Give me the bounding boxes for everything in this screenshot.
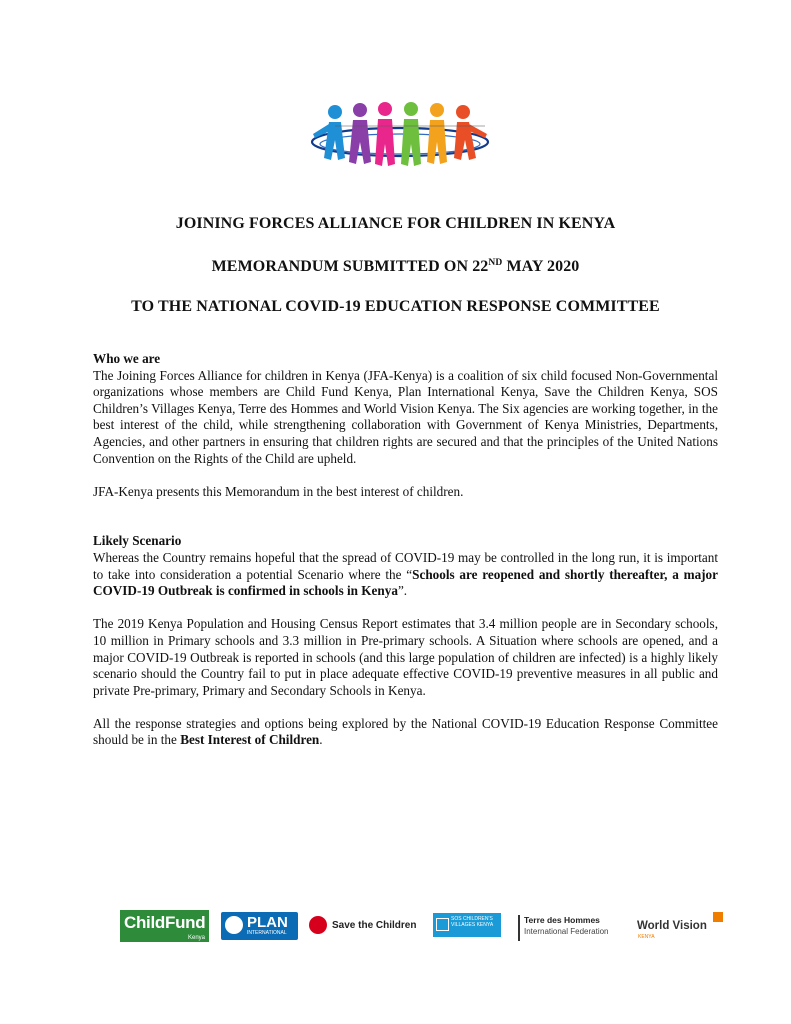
childfund-name: ChildFund <box>124 913 206 932</box>
sos-name: SOS CHILDREN'S VILLAGES KENYA <box>451 916 494 928</box>
world-vision-logo <box>637 914 727 944</box>
world-vision-country: KENYA <box>638 934 655 940</box>
childfund-logo <box>120 910 209 942</box>
save-the-children-name: Save the Children <box>332 920 417 931</box>
title-committee: TO THE NATIONAL COVID-19 EDUCATION RESPONSE COMMITTEE <box>131 298 660 315</box>
plan-icon <box>225 916 243 934</box>
save-the-children-icon <box>309 916 327 934</box>
paragraph-who-we-are: The Joining Forces Alliance for children in Kenya (JFA-Kenya) is a coalition of six child focused Non-Governmental organizations whose members are Child Fund Kenya, Plan International Kenya, Save the Children Kenya, SOS Children’s Villages Kenya, Terre des Hommes and World Vision Kenya. The Six agencies are working together, in the best interest of the child, while strengthening collaboration with Government of Kenya Ministries, Departments, Agencies, and other partners in ensuring that children rights are secured and that the principles of the United Nations Convention on the Rights of the Child are upheld. <box>93 367 718 466</box>
title-memorandum-text: MEMORANDUM SUBMITTED ON 22 <box>211 258 489 275</box>
tdh-sub: International Federation <box>524 927 609 936</box>
plan-name: PLAN <box>247 914 288 931</box>
date-suffix: ND <box>488 258 503 268</box>
sos-icon <box>436 918 449 931</box>
scenario-closing: ”. <box>397 583 408 599</box>
tdh-name: Terre des Hommes <box>524 915 600 925</box>
figure-blue <box>313 105 345 160</box>
paragraph-scenario <box>93 550 718 600</box>
title-memorandum-date <box>0 258 791 276</box>
memorandum-body <box>93 351 718 749</box>
best-interest-emphasis: Best Interest of Children <box>180 732 320 748</box>
paragraph-best-interest <box>93 716 718 749</box>
sos-childrens-villages-logo <box>433 913 501 937</box>
terre-des-hommes-logo <box>518 915 609 941</box>
best-interest-closing: . <box>319 732 323 748</box>
world-vision-name: World Vision <box>637 920 707 932</box>
partner-logos <box>118 910 728 950</box>
title-alliance: JOINING FORCES ALLIANCE FOR CHILDREN IN KENYA <box>175 215 616 232</box>
paragraph-census: The 2019 Kenya Population and Housing Census Report estimates that 3.4 million people are in Secondary schools, 10 million in Primary schools and 3.3 million in Pre-primary schools. A Situation where schools are opened, and a major COVID-19 Outbreak is reported in schools (and this large population of children are infected) is a highly likely scenario should the Country fail to put in place adequate effective COVID-19 preventive measures in all public and private Pre-primary, Primary and Secondary Schools in Kenya. <box>93 616 718 698</box>
world-vision-star-icon <box>713 912 723 922</box>
plan-sub: INTERNATIONAL <box>247 930 287 936</box>
plan-international-logo <box>221 912 298 940</box>
best-interest-text: All the response strategies and options being explored by the National COVID-19 Education Response Committee should be in the <box>93 715 718 748</box>
heading-who-we-are: Who we are <box>93 351 161 366</box>
scenario-emphasis: Schools are reopened and shortly thereafter, a major COVID-19 Outbreak is confirmed in schools in Kenya <box>93 566 718 599</box>
heading-likely-scenario: Likely Scenario <box>93 533 182 549</box>
title-memorandum-month: MAY 2020 <box>502 258 580 275</box>
childfund-country: Kenya <box>187 935 205 941</box>
paragraph-memorandum-intro: JFA-Kenya presents this Memorandum in the best interest of children. <box>93 483 464 499</box>
jfa-logo <box>305 100 495 182</box>
scenario-text: Whereas the Country remains hopeful that the spread of COVID-19 may be controlled in the long run, it is important to take into consideration a potential Scenario where the “ <box>93 549 718 582</box>
figure-red <box>454 105 487 160</box>
